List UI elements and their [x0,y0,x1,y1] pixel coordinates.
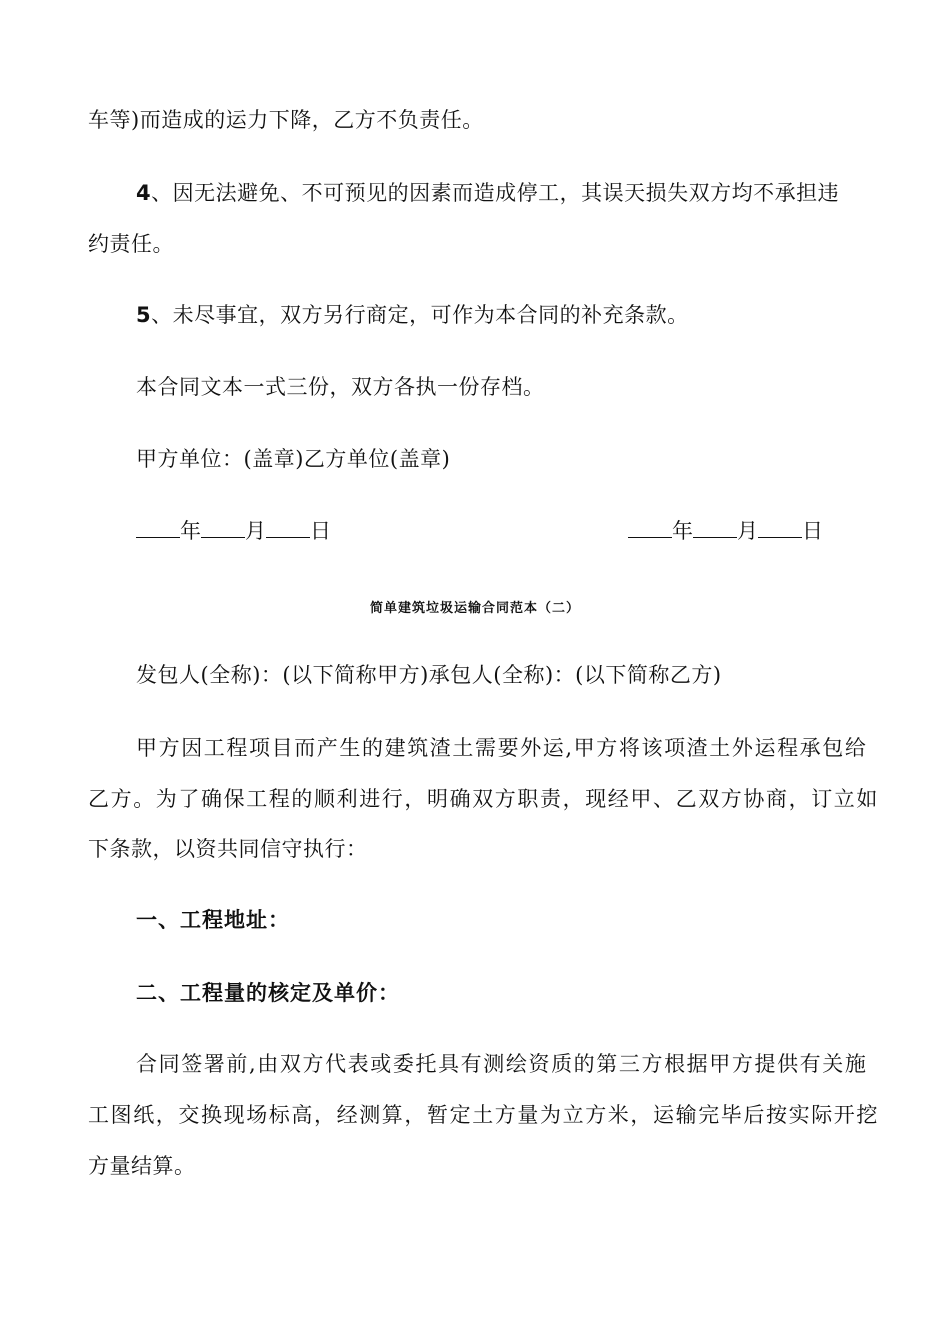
parties-line: 发包人(全称)：(以下简称甲方)承包人(全称)：(以下简称乙方) [136,663,722,687]
clause-4-line [136,178,839,208]
clause-text: 、未尽事宜，双方另行商定，可作为本合同的补充条款。 [151,303,689,327]
clause-text: 、因无法避免、不可预见的因素而造成停工，其误天损失双方均不承担违 [151,181,840,205]
clause-5-line [136,300,689,330]
day-label: 日 [802,519,823,543]
signature-parties-line: 甲方单位：(盖章)乙方单位(盖章) [136,447,451,471]
paragraph-line: 合同签署前,由双方代表或委托具有测绘资质的第三方根据甲方提供有关施 [136,1052,868,1076]
heading-quantity-price: 二、工程量的核定及单价： [136,981,400,1005]
section-title: 简单建筑垃圾运输合同范本（二） [369,601,580,616]
text-line: 本合同文本一式三份，双方各执一份存档。 [136,375,545,399]
paragraph-line: 工图纸，交换现场标高，经测算，暂定土方量为立方米，运输完毕后按实际开挖 [88,1103,879,1127]
paragraph-line: 下条款，以资共同信守执行： [88,837,368,861]
text-line: 车等)而造成的运力下降，乙方不负责任。 [88,108,484,132]
text-line: 约责任。 [88,232,174,256]
paragraph-line: 甲方因工程项目而产生的建筑渣土需要外运,甲方将该项渣土外运程承包给 [136,736,868,760]
year-label: 年 [180,519,201,543]
paragraph-line: 乙方。为了确保工程的顺利进行，明确双方职责，现经甲、乙双方协商，订立如 [88,787,879,811]
paragraph-line: 方量结算。 [88,1154,196,1178]
date-right [628,516,823,546]
month-label: 月 [245,519,266,543]
day-label: 日 [310,519,331,543]
year-blank [628,517,672,538]
day-blank [758,517,802,538]
date-left [136,516,331,546]
clause-number: 5 [136,303,152,327]
month-blank [201,517,245,538]
heading-project-address: 一、工程地址： [136,908,290,932]
day-blank [266,517,310,538]
year-blank [136,517,180,538]
month-label: 月 [737,519,758,543]
month-blank [693,517,737,538]
year-label: 年 [672,519,693,543]
clause-number: 4 [136,181,152,205]
